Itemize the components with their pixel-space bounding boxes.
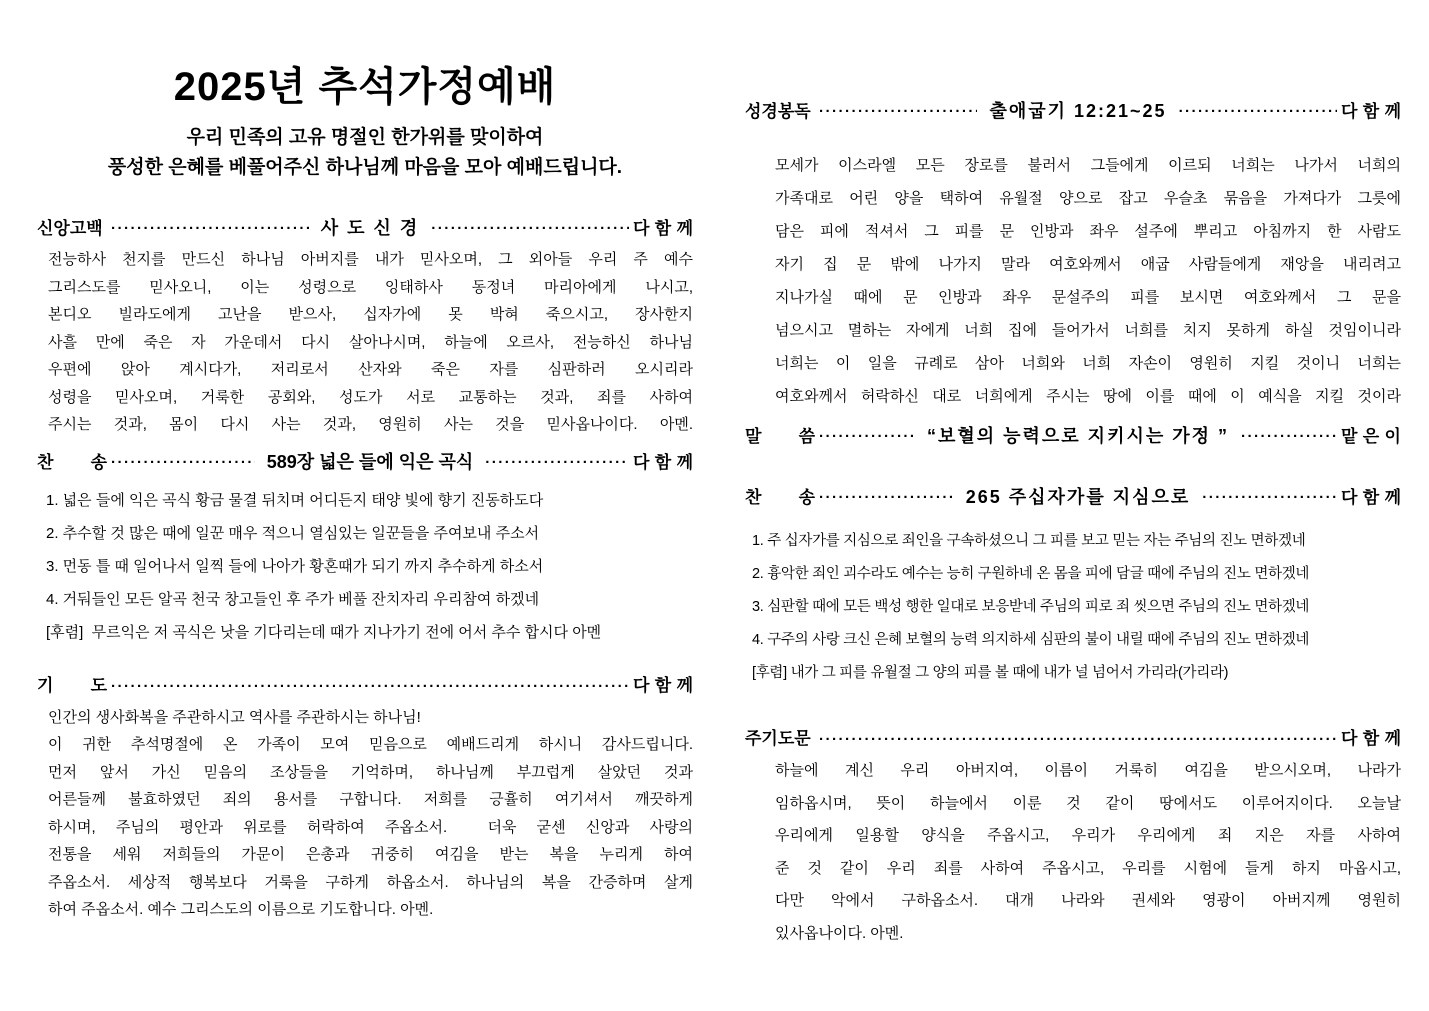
hymn-verse-line: 3. 심판할 때에 모든 백성 행한 일대로 보응받네 주님의 피로 죄 씻으면 주님의 진노 면하겠네 xyxy=(752,599,1310,615)
section-center-title: 265 주십자가를 지심으로 xyxy=(965,487,1191,507)
section-center-title: 출애굽기 12:21~25 xyxy=(989,101,1167,121)
creed-line: 성령을 믿사오며, 거룩한 공회와, 성도가 서로 교통하는 것과, 죄를 사하여 xyxy=(48,388,693,406)
hymn-chorus-line: [후렴] 내가 그 피를 유월절 그 양의 피를 볼 때에 내가 널 넘어서 가리라(가리라) xyxy=(752,665,1229,681)
prayer-text xyxy=(37,704,693,924)
hymn-589-verses xyxy=(37,484,693,649)
prayer-line: 먼저 앞서 가신 믿음의 조상들을 기억하며, 하나님께 부끄럽게 살았던 것과 xyxy=(48,763,693,781)
left-column xyxy=(37,0,693,924)
section-center-title: 589장 넓은 들에 익은 곡식 xyxy=(266,451,474,472)
scripture-line: 너희는 이 일을 규례로 삼아 너희와 너희 자손이 영원히 지킬 것이니 너희는 xyxy=(775,355,1401,372)
lords-prayer-line: 임하옵시며, 뜻이 하늘에서 이룬 것 같이 땅에서도 이루어지이다. 오늘날 xyxy=(775,794,1401,812)
apostles-creed-text xyxy=(37,246,693,439)
section-label: 신앙고백 xyxy=(37,219,103,238)
scripture-line: 넘으시고 멸하는 자에게 너희 집에 들어가서 너희를 치지 못하게 하실 것임이니라 xyxy=(775,322,1401,339)
dotted-leader xyxy=(431,217,629,240)
page-title: 2025년 추석가정예배 xyxy=(173,65,557,109)
hymn-verse-line: 3. 먼동 틀 때 일어나서 일찍 들에 나아가 황혼때가 되기 까지 추수하게 하소서 xyxy=(46,557,544,575)
scripture-line: 여호와께서 허락하신 대로 너희에게 주시는 땅에 이를 때에 이 예식을 지킬 것이라 xyxy=(775,388,1401,405)
lords-prayer-text xyxy=(745,755,1401,950)
hymn-verse-line: 2. 추수할 것 많은 때에 일꾼 매우 적으니 열심있는 일꾼들을 주여보내 주소서 xyxy=(46,524,540,542)
section-label: 성경봉독 xyxy=(745,102,811,121)
prayer-line: 이 귀한 추석명절에 온 가족이 모여 믿음으로 예배드리게 하시니 감사드립니다. xyxy=(48,736,693,753)
creed-line: 그리스도를 믿사오니, 이는 성령으로 잉태하사 동정녀 마리아에게 나시고, xyxy=(48,278,693,296)
dotted-leader xyxy=(819,728,1337,751)
section-header-hymn-589 xyxy=(37,451,693,474)
scripture-line: 가족대로 어린 양을 택하여 유월절 양으로 잡고 우슬초 묶음을 가져다가 그릇에 xyxy=(775,190,1401,207)
section-header-lords-prayer xyxy=(745,728,1401,751)
lords-prayer-line: 우리에게 일용할 양식을 주옵시고, 우리가 우리에게 죄 지은 자를 사하여 xyxy=(775,827,1401,844)
prayer-line: 주옵소서. 세상적 행복보다 거룩을 구하게 하옵소서. 하나님의 복을 간증하며 살게 xyxy=(48,873,693,891)
section-center-title: 사 도 신 경 xyxy=(320,218,420,238)
hymn-verse-line: 4. 구주의 사랑 크신 은혜 보혈의 능력 의지하세 심판의 불이 내릴 때에 주님의 진노 면하겠네 xyxy=(752,632,1310,648)
creed-line: 전능하사 천지를 만드신 하나님 아버지를 내가 믿사오며, 그 외아들 우리 주 예수 xyxy=(48,251,693,268)
section-right-label: 다 함 께 xyxy=(1341,102,1401,121)
hymn-verse-line: 1. 주 십자가를 지심으로 죄인을 구속하셨으니 그 피를 보고 믿는 자는 주님의 진노 면하겠네 xyxy=(752,533,1306,549)
creed-line: 본디오 빌라도에게 고난을 받으사, 십자가에 못 박혀 죽으시고, 장사한지 xyxy=(48,306,693,323)
right-column xyxy=(745,0,1401,950)
dotted-leader xyxy=(1241,425,1337,448)
section-right-label: 다 함 께 xyxy=(1341,488,1401,507)
scripture-line: 담은 피에 적셔서 그 피를 문 인방과 좌우 설주에 뿌리고 아침까지 한 사람도 xyxy=(775,223,1401,240)
dotted-leader xyxy=(819,425,915,448)
section-right-label: 맡 은 이 xyxy=(1340,427,1401,446)
scripture-line: 지나가실 때에 문 인방과 좌우 문설주의 피를 보시면 여호와께서 그 문을 xyxy=(775,289,1401,306)
hymn-chorus-line: [후렴] 무르익은 저 곡식은 낫을 기다리는데 때가 지나가기 전에 어서 추수 합시다 아멘 xyxy=(46,623,602,641)
hymn-verse-line: 4. 거둬들인 모든 알곡 천국 창고들인 후 주가 베풀 잔치자리 우리참여 하겠네 xyxy=(46,590,540,608)
subtitle-line-2: 풍성한 은혜를 베풀어주신 하나님께 마음을 모아 예배드립니다. xyxy=(107,157,623,178)
prayer-line: 어른들께 불효하였던 죄의 용서를 구합니다. 저희를 긍휼히 여기셔서 깨끗하게 xyxy=(48,791,693,808)
scripture-line: 자기 집 문 밖에 나가지 말라 여호와께서 애굽 사람들에게 재앙을 내리려고 xyxy=(775,256,1401,273)
section-header-prayer xyxy=(37,675,693,698)
lords-prayer-line: 있사옵나이다. 아멘. xyxy=(775,924,904,942)
section-label: 말 씀 xyxy=(745,427,815,446)
prayer-line: 하여 주옵소서. 예수 그리스도의 이름으로 기도합니다. 아멘. xyxy=(48,901,434,918)
dotted-leader xyxy=(111,451,255,474)
dotted-leader xyxy=(485,451,629,474)
hymn-265-verses xyxy=(745,525,1401,690)
dotted-leader xyxy=(111,675,629,698)
section-header-sermon xyxy=(745,425,1401,448)
dotted-leader xyxy=(1179,100,1337,123)
dotted-leader xyxy=(111,217,309,240)
section-right-label: 다 함 께 xyxy=(1341,729,1401,748)
section-header-confession xyxy=(37,217,693,240)
hymn-verse-line: 2. 흉악한 죄인 괴수라도 예수는 능히 구원하네 온 몸을 피에 담글 때에 주님의 진노 면하겠네 xyxy=(752,566,1310,582)
dotted-leader xyxy=(1202,486,1337,509)
section-label: 주기도문 xyxy=(745,729,811,748)
dotted-leader xyxy=(819,100,977,123)
scripture-line: 모세가 이스라엘 모든 장로를 불러서 그들에게 이르되 너희는 나가서 너희의 xyxy=(775,157,1401,174)
section-right-label: 다 함 께 xyxy=(633,452,693,472)
section-label: 기 도 xyxy=(37,675,107,695)
dotted-leader xyxy=(819,486,954,509)
hymn-verse-line: 1. 넓은 들에 익은 곡식 황금 물결 뒤치며 어디든지 태양 빛에 향기 진동하도다 xyxy=(46,491,544,509)
lords-prayer-line: 하늘에 계신 우리 아버지여, 이름이 거룩히 여김을 받으시오며, 나라가 xyxy=(775,762,1401,779)
creed-line: 주시는 것과, 몸이 다시 사는 것과, 영원히 사는 것을 믿사옵나이다. 아멘. xyxy=(48,416,693,433)
prayer-line: 인간의 생사화복을 주관하시고 역사를 주관하시는 하나님! xyxy=(48,708,421,726)
creed-line: 우편에 앉아 계시다가, 저리로서 산자와 죽은 자를 심판하러 오시리라 xyxy=(48,361,693,378)
sermon-title: “보혈의 능력으로 지키시는 가정 ” xyxy=(926,426,1230,446)
section-header-hymn-265 xyxy=(745,486,1401,509)
section-right-label: 다 함 께 xyxy=(633,675,693,695)
section-label: 찬 송 xyxy=(37,452,107,472)
subtitle-line-1: 우리 민족의 고유 명절인 한가위를 맞이하여 xyxy=(186,127,544,148)
scripture-text xyxy=(745,149,1401,413)
lords-prayer-line: 준 것 같이 우리 죄를 사하여 주옵시고, 우리를 시험에 들게 하지 마옵시고, xyxy=(775,859,1401,877)
creed-line: 사흘 만에 죽은 자 가운데서 다시 살아나시며, 하늘에 오르사, 전능하신 하나님 xyxy=(48,333,693,351)
lords-prayer-line: 다만 악에서 구하옵소서. 대개 나라와 권세와 영광이 아버지께 영원히 xyxy=(775,892,1401,909)
prayer-line: 전통을 세워 저희들의 가문이 은총과 귀중히 여김을 받는 복을 누리게 하여 xyxy=(48,846,693,863)
section-header-scripture xyxy=(745,100,1401,123)
prayer-line: 하시며, 주님의 평안과 위로를 허락하여 주옵소서. 더욱 굳센 신앙과 사랑의 xyxy=(48,818,693,836)
section-right-label: 다 함 께 xyxy=(633,219,693,238)
section-label: 찬 송 xyxy=(745,488,815,507)
